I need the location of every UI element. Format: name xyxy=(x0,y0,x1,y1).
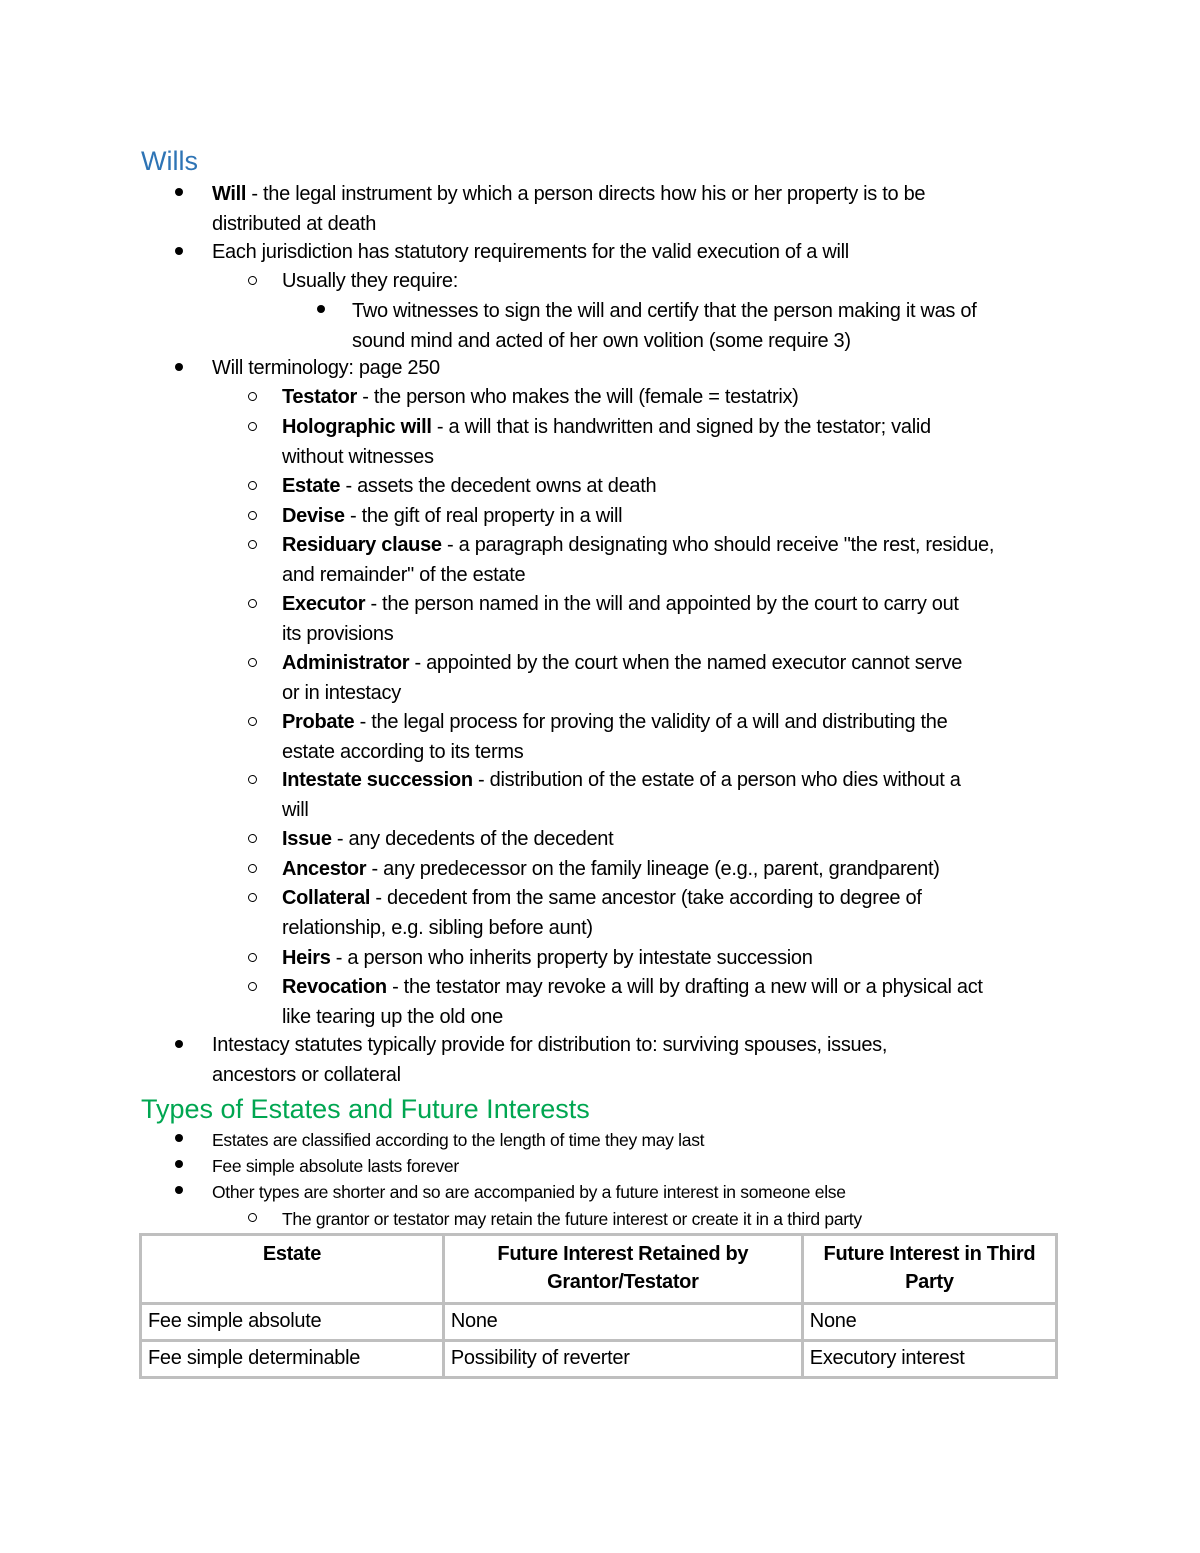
bullet-circle-icon xyxy=(248,893,257,902)
table-cell: None xyxy=(802,1304,1056,1341)
term-item-residuary-clause xyxy=(282,531,994,590)
jurisdiction-item xyxy=(212,238,849,268)
table-cell: Fee simple absolute xyxy=(141,1304,444,1341)
bullet-circle-icon xyxy=(248,982,257,991)
header-estate: Estate xyxy=(141,1235,444,1304)
definition-text: - the legal process for proving the validity of a will and distributing the xyxy=(354,711,948,733)
bullet-disc-icon xyxy=(175,1134,183,1142)
table-row xyxy=(141,1304,1057,1341)
bullet-disc-icon xyxy=(175,363,183,371)
table-cell: Possibility of reverter xyxy=(443,1341,802,1378)
definition-text: - the gift of real property in a will xyxy=(344,505,623,527)
term-label: Testator xyxy=(282,386,358,408)
table-row xyxy=(141,1341,1057,1378)
usually-text: Usually they require: xyxy=(282,270,459,292)
bullet-circle-icon xyxy=(248,775,257,784)
term-item-revocation xyxy=(282,973,983,1032)
term-label: Intestate succession xyxy=(282,769,473,791)
definition-text: - a will that is handwritten and signed by the testator; valid xyxy=(431,416,931,438)
bullet-disc-icon xyxy=(175,1186,183,1194)
estates-sub-bullet-text: The grantor or testator may retain the future interest or create it in a third party xyxy=(282,1209,862,1229)
bullet-disc-icon xyxy=(317,305,325,313)
bullet-disc-icon xyxy=(175,188,183,196)
bullet-circle-icon xyxy=(248,864,257,873)
term-item-heirs xyxy=(282,944,813,974)
bullet-circle-icon xyxy=(248,953,257,962)
bullet-circle-icon xyxy=(248,540,257,549)
definition-text: - assets the decedent owns at death xyxy=(340,475,657,497)
table-header-row xyxy=(141,1235,1057,1304)
bullet-disc-icon xyxy=(175,247,183,255)
bullet-disc-icon xyxy=(175,1160,183,1168)
term-item-testator xyxy=(282,383,799,413)
definition-text: - appointed by the court when the named executor cannot serve xyxy=(409,652,963,674)
definition-text: - a paragraph designating who should receive "the rest, residue, xyxy=(441,534,995,556)
bullet-circle-icon xyxy=(248,1213,257,1222)
bullet-circle-icon xyxy=(248,599,257,608)
bullet-disc-icon xyxy=(175,1040,183,1048)
bullet-circle-icon xyxy=(248,658,257,667)
definition-text-cont: without witnesses xyxy=(282,445,434,468)
terminology-item xyxy=(212,354,440,384)
header-third-party: Future Interest in Third Party xyxy=(802,1235,1056,1304)
definition-text: - a person who inherits property by intestate succession xyxy=(330,947,813,969)
term-label: Will xyxy=(212,183,247,205)
bullet-circle-icon xyxy=(248,511,257,520)
term-label: Revocation xyxy=(282,976,387,998)
estates-bullet-other-types xyxy=(212,1179,846,1205)
definition-text: - distribution of the estate of a person who dies without a xyxy=(472,769,961,791)
term-item-probate xyxy=(282,708,947,767)
definition-text: - the testator may revoke a will by drafting a new will or a physical act xyxy=(386,976,983,998)
estates-sub-bullet xyxy=(282,1206,862,1232)
term-label: Holographic will xyxy=(282,416,432,438)
term-item-collateral xyxy=(282,884,922,943)
term-item-estate xyxy=(282,472,656,502)
term-item-holographic-will xyxy=(282,413,931,472)
term-label: Heirs xyxy=(282,947,331,969)
term-label: Devise xyxy=(282,505,345,527)
estates-bullet-classified xyxy=(212,1127,704,1153)
table-cell: None xyxy=(443,1304,802,1341)
definition-text-cont: distributed at death xyxy=(212,212,377,235)
definition-text-cont: will xyxy=(282,798,309,821)
bullet-circle-icon xyxy=(248,481,257,490)
table-cell: Fee simple determinable xyxy=(141,1341,444,1378)
estates-bullet-text: Fee simple absolute lasts forever xyxy=(212,1156,459,1176)
estates-bullet-text: Estates are classified according to the length of time they may last xyxy=(212,1130,705,1150)
term-label: Residuary clause xyxy=(282,534,442,556)
jurisdiction-text: Each jurisdiction has statutory requirements for the valid execution of a will xyxy=(212,241,849,263)
term-item-ancestor xyxy=(282,855,940,885)
term-label: Ancestor xyxy=(282,858,367,880)
term-label: Administrator xyxy=(282,652,410,674)
estates-table xyxy=(139,1233,1058,1379)
definition-text-cont: relationship, e.g. sibling before aunt) xyxy=(282,916,593,939)
intestacy-text: Intestacy statutes typically provide for distribution to: surviving spouses, issues, xyxy=(212,1034,888,1056)
definition-text-cont: like tearing up the old one xyxy=(282,1005,503,1028)
definition-text: - any predecessor on the family lineage (e.g., parent, grandparent) xyxy=(366,858,940,880)
witnesses-text-cont: sound mind and acted of her own volition (some require 3) xyxy=(352,329,851,352)
estates-bullet-fee-simple xyxy=(212,1153,459,1179)
bullet-circle-icon xyxy=(248,717,257,726)
header-retained: Future Interest Retained by Grantor/Testator xyxy=(443,1235,802,1304)
term-item-executor xyxy=(282,590,959,649)
definition-text: - decedent from the same ancestor (take according to degree of xyxy=(370,887,922,909)
term-label: Estate xyxy=(282,475,341,497)
term-label: Issue xyxy=(282,828,332,850)
definition-text: - the person who makes the will (female = testatrix) xyxy=(357,386,799,408)
witnesses-text: Two witnesses to sign the will and certify that the person making it was of xyxy=(352,300,977,322)
usually-item xyxy=(282,267,458,297)
term-label: Executor xyxy=(282,593,366,615)
bullet-circle-icon xyxy=(248,834,257,843)
intestacy-text-cont: ancestors or collateral xyxy=(212,1063,401,1086)
definition-text: - any decedents of the decedent xyxy=(331,828,614,850)
will-definition xyxy=(212,180,925,239)
term-item-devise xyxy=(282,502,622,532)
term-item-issue xyxy=(282,825,613,855)
bullet-circle-icon xyxy=(248,392,257,401)
witnesses-item xyxy=(352,297,976,356)
bullet-circle-icon xyxy=(248,276,257,285)
estates-heading: Types of Estates and Future Interests xyxy=(141,1094,590,1124)
intestacy-item xyxy=(212,1031,887,1090)
term-label: Collateral xyxy=(282,887,371,909)
table-cell: Executory interest xyxy=(802,1341,1056,1378)
terminology-text: Will terminology: page 250 xyxy=(212,357,440,379)
definition-text-cont: its provisions xyxy=(282,622,394,645)
estates-bullet-text: Other types are shorter and so are accompanied by a future interest in someone else xyxy=(212,1182,846,1202)
definition-text: - the person named in the will and appointed by the court to carry out xyxy=(365,593,959,615)
wills-heading: Wills xyxy=(141,146,198,176)
definition-text-cont: estate according to its terms xyxy=(282,740,524,763)
definition-text: - the legal instrument by which a person directs how his or her property is to be xyxy=(246,183,926,205)
term-item-intestate-succession xyxy=(282,766,961,825)
bullet-circle-icon xyxy=(248,422,257,431)
definition-text-cont: or in intestacy xyxy=(282,681,401,704)
term-label: Probate xyxy=(282,711,355,733)
term-item-administrator xyxy=(282,649,962,708)
definition-text-cont: and remainder" of the estate xyxy=(282,563,526,586)
